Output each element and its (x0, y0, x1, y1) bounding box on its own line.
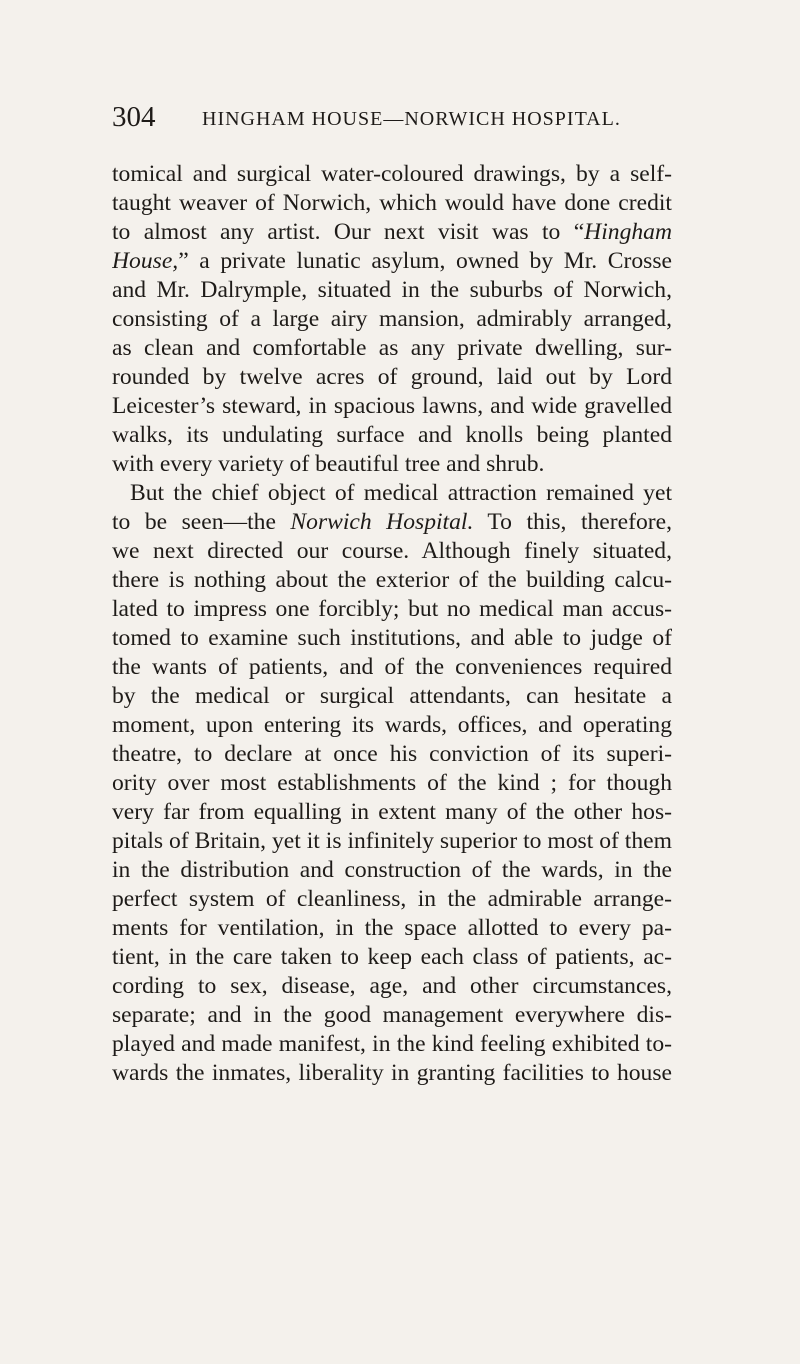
text-line: the wants of patients, and of the conveniences required (112, 654, 672, 680)
text-line: ority over most establishments of the kind ; for though (112, 770, 672, 796)
text-line: as clean and comfortable as any private dwelling, sur- (112, 335, 672, 361)
text-line: very far from equalling in extent many of the other hos- (112, 799, 672, 825)
text-line: walks, its undulating surface and knolls being planted (112, 422, 672, 448)
text-line: to almost any artist. Our next visit was to “Hingham (112, 219, 672, 245)
text-line: theatre, to declare at once his conviction of its superi- (112, 741, 672, 767)
italic-title: Hingham (584, 219, 672, 245)
text-line: perfect system of cleanliness, in the admirable arrange- (112, 886, 672, 912)
italic-title: Norwich Hospital. (290, 509, 474, 535)
italic-title: House, (112, 248, 179, 274)
text-line: Leicester’s steward, in spacious lawns, and wide gravelled (112, 393, 672, 419)
text-line: and Mr. Dalrymple, situated in the suburbs of Norwich, (112, 277, 672, 303)
text-line: tomical and surgical water-coloured drawings, by a self- (112, 161, 672, 187)
running-head (112, 100, 664, 140)
text-line: to be seen—the Norwich Hospital. To this, therefore, (112, 509, 672, 535)
text-line: tient, in the care taken to keep each class of patients, ac- (112, 944, 672, 970)
body-text (112, 160, 672, 1088)
text-line: House,” a private lunatic asylum, owned by Mr. Crosse (112, 248, 672, 274)
text-line: we next directed our course. Although finely situated, (112, 538, 672, 564)
text-line: consisting of a large airy mansion, admirably arranged, (112, 306, 672, 332)
text-line: ments for ventilation, in the space allotted to every pa- (112, 915, 672, 941)
page-number: 304 (112, 101, 156, 133)
text-line: wards the inmates, liberality in granting facilities to house (112, 1060, 672, 1086)
text-line: cording to sex, disease, age, and other circumstances, (112, 973, 672, 999)
text-line: rounded by twelve acres of ground, laid out by Lord (112, 364, 672, 390)
text-line: in the distribution and construction of the wards, in the (112, 857, 672, 883)
text-line: separate; and in the good management everywhere dis- (112, 1002, 672, 1028)
running-title: HINGHAM HOUSE—NORWICH HOSPITAL. (202, 108, 621, 130)
text-line: lated to impress one forcibly; but no medical man accus- (112, 596, 672, 622)
text-line: But the chief object of medical attraction remained yet (130, 480, 672, 506)
text-line: tomed to examine such institutions, and able to judge of (112, 625, 672, 651)
text-line: by the medical or surgical attendants, can hesitate a (112, 683, 672, 709)
text-line: there is nothing about the exterior of the building calcu- (112, 567, 672, 593)
text-line: with every variety of beautiful tree and shrub. (112, 451, 545, 477)
text-line: taught weaver of Norwich, which would have done credit (112, 190, 672, 216)
text-line: played and made manifest, in the kind feeling exhibited to- (112, 1031, 672, 1057)
text-line: pitals of Britain, yet it is infinitely superior to most of them (112, 828, 672, 854)
text-line: moment, upon entering its wards, offices, and operating (112, 712, 672, 738)
